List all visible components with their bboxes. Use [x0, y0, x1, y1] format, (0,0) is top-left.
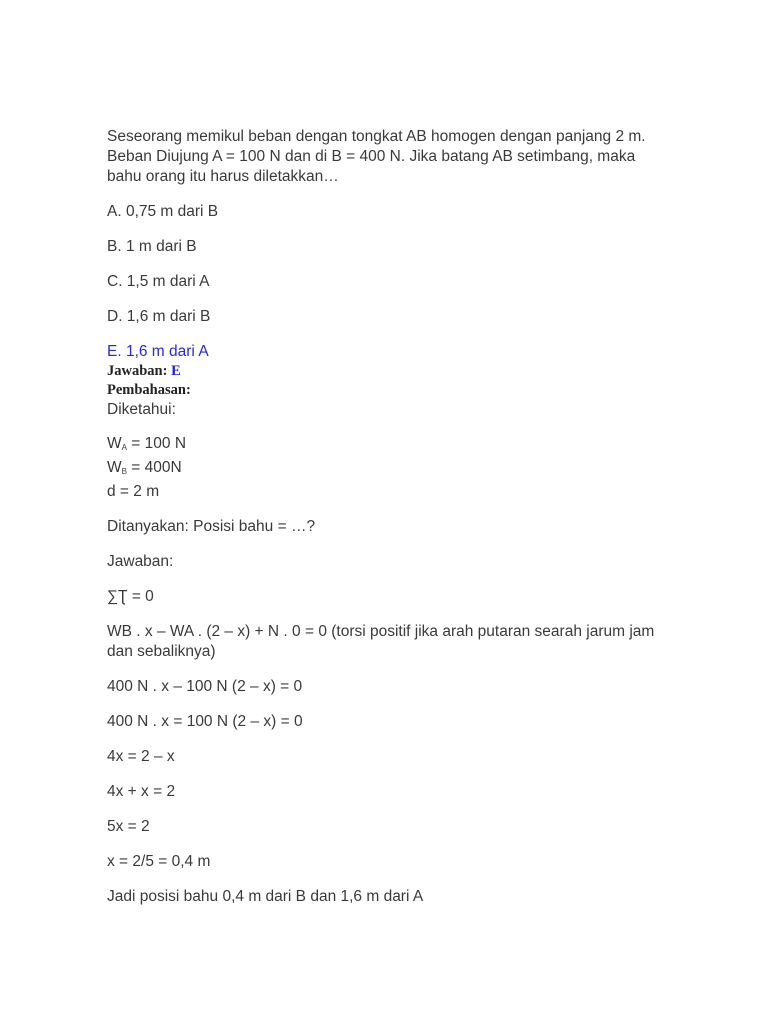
step-combine: 4x + x = 2: [107, 783, 176, 800]
option-b: B. 1 m dari B: [107, 238, 197, 255]
known-d: d = 2 m: [107, 483, 160, 500]
known-wb: $W_B = 400N$: [107, 459, 182, 476]
step-rearranged: 400 N . x = 100 N (2 – x) = 0: [107, 713, 303, 730]
step-simplified: 4x = 2 – x: [107, 748, 175, 765]
answer-value: E: [171, 363, 181, 379]
step-torque-sum: ∑Ʈ = 0: [107, 588, 154, 605]
asked-text: Ditanyakan: Posisi bahu = …?: [107, 518, 316, 535]
option-a: A. 0,75 m dari B: [107, 203, 219, 220]
known-label: Diketahui:: [107, 401, 176, 418]
step-5x: 5x = 2: [107, 818, 150, 835]
conclusion: Jadi posisi bahu 0,4 m dari B dan 1,6 m dari A: [107, 888, 424, 905]
step-equation: WB . x – WA . (2 – x) + N . 0 = 0 (torsi positif jika arah putaran searah jarum jam dan sebaliknya): [107, 623, 655, 660]
option-d: D. 1,6 m dari B: [107, 308, 211, 325]
known-list: [107, 434, 667, 502]
option-c: C. 1,5 m dari A: [107, 273, 210, 290]
answer-label: Jawaban:: [107, 363, 168, 379]
answer-heading: Jawaban:: [107, 553, 174, 570]
option-e-correct: E. 1,6 m dari A: [107, 343, 209, 360]
discussion-label: Pembahasan:: [107, 382, 191, 398]
answer-line: [107, 362, 667, 381]
question-text: Seseorang memikul beban dengan tongkat AB homogen dengan panjang 2 m. Beban Diujung A = 100 N dan di B = 400 N. Jika batang AB setimbang, maka bahu orang itu harus diletakkan…: [107, 128, 646, 185]
known-wa: $W_A = 100$ N: [107, 435, 187, 452]
document-content: [107, 127, 667, 907]
step-x-value: x = 2/5 = 0,4 m: [107, 853, 211, 870]
step-substitution: 400 N . x – 100 N (2 – x) = 0: [107, 678, 303, 695]
